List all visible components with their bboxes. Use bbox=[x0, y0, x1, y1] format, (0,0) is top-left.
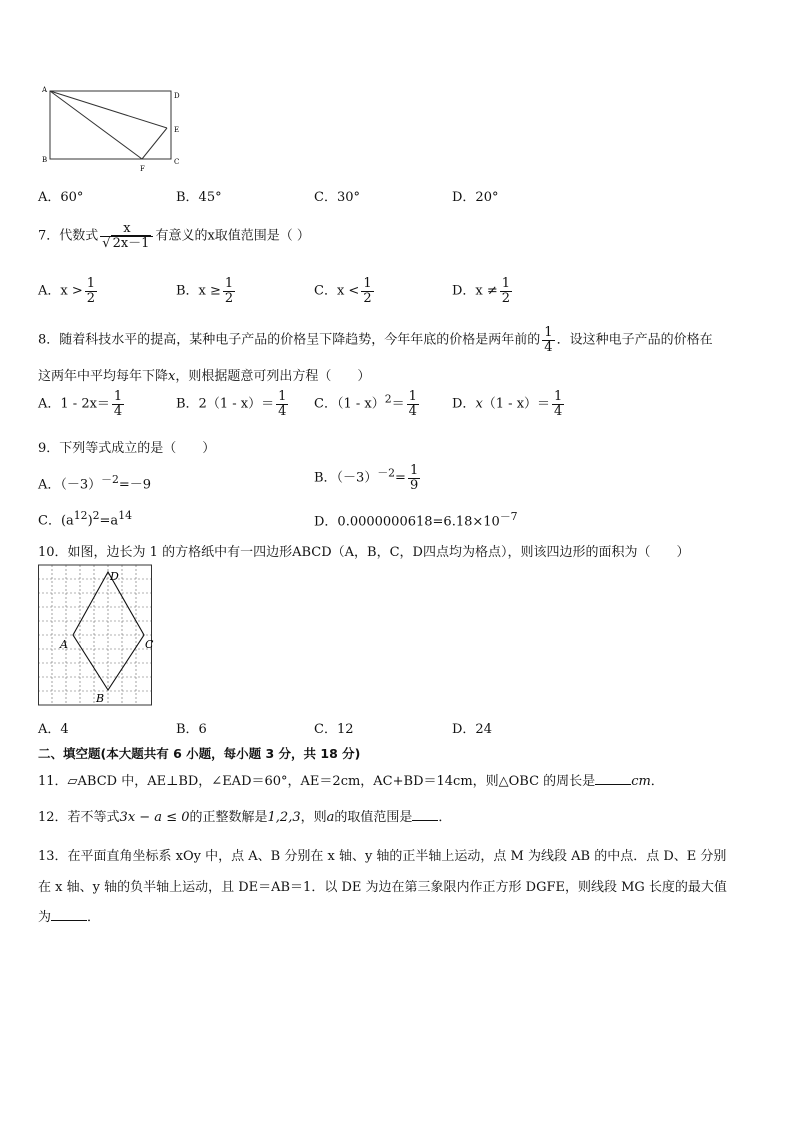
q9-stem: 9．下列等式成立的是（ ） bbox=[38, 441, 216, 456]
q12-mid2: ，则 bbox=[300, 810, 327, 825]
q8-opt-c-frac bbox=[407, 390, 419, 418]
q10-option-d[interactable]: D．24 bbox=[452, 722, 492, 737]
q9-opt-d-label: D．0.0000000618=6.18×10 bbox=[314, 514, 500, 530]
q9-opt-c-label: C．(a bbox=[38, 513, 74, 529]
q8-opt-d-label: D． bbox=[452, 396, 476, 412]
q13-answer-blank[interactable] bbox=[51, 908, 87, 921]
q8-line2-end: ，则根据题意可列出方程（ ） bbox=[175, 369, 371, 384]
q8-var-x: x bbox=[168, 369, 176, 384]
q7-option-a[interactable] bbox=[38, 277, 99, 305]
q7-opt-a-label: A．x > bbox=[38, 283, 83, 299]
grid-label-d: D bbox=[110, 570, 119, 583]
q8-opt-a-label: A．1 - 2x＝ bbox=[38, 396, 110, 412]
q8-opt-a-frac bbox=[112, 390, 124, 418]
frac-den: 2 bbox=[86, 290, 96, 306]
q7-opt-d-frac bbox=[500, 277, 512, 305]
q9-opt-b-eq: = bbox=[395, 470, 406, 486]
rectangle-abcd bbox=[50, 91, 171, 159]
q8-line2-text: 这两年中平均每年下降 bbox=[38, 369, 169, 384]
q8-opt-b-label: B．2（1 - x）＝ bbox=[176, 396, 275, 412]
q13-line3 bbox=[38, 906, 100, 925]
q7-opt-a-frac bbox=[85, 277, 97, 305]
q7-opt-c-label: C．x < bbox=[314, 283, 360, 299]
label-e: E bbox=[174, 126, 180, 134]
segment-fe bbox=[142, 128, 167, 159]
q7-opt-b-frac bbox=[223, 277, 235, 305]
q12-pre: 12．若不等式 bbox=[38, 810, 120, 825]
q12-var: a bbox=[326, 810, 335, 825]
q12-tail: ． bbox=[438, 810, 452, 825]
q9-opt-a-label: A．（－3） bbox=[38, 477, 102, 493]
frac-den: 4 bbox=[113, 403, 123, 419]
q8-line1-text: 8．随着科技水平的提高，某种电子产品的价格呈下降趋势，今年年底的价格是两年前的 bbox=[38, 332, 541, 348]
q7-fraction bbox=[100, 222, 153, 250]
q8-option-d[interactable] bbox=[452, 390, 566, 418]
q6-option-a[interactable]: A．60° bbox=[38, 190, 84, 205]
frac-num: 1 bbox=[224, 276, 234, 291]
frac-num: 1 bbox=[278, 389, 287, 404]
q7-option-d[interactable] bbox=[452, 277, 514, 305]
q7-sqrt-radicand: 2x－1 bbox=[112, 235, 150, 251]
frac-den: 2 bbox=[363, 290, 372, 306]
q6-option-b[interactable]: B．45° bbox=[176, 190, 222, 205]
q6-option-c[interactable]: C．30° bbox=[314, 190, 360, 205]
grid-label-c: C bbox=[145, 638, 154, 651]
q8-opt-d-frac bbox=[552, 390, 564, 418]
q8-opt-b-frac bbox=[276, 390, 288, 418]
frac-num: 1 bbox=[363, 276, 372, 291]
q7-stem bbox=[38, 222, 310, 250]
q9-opt-b-label: B．（－3） bbox=[314, 470, 378, 486]
q12-end: 的取值范围是 bbox=[334, 810, 413, 825]
q9-opt-c-mid: ) bbox=[87, 513, 93, 529]
quadrilateral-abcd bbox=[73, 572, 144, 690]
q9-option-d[interactable] bbox=[314, 509, 518, 529]
q9-opt-b-frac bbox=[408, 464, 420, 492]
q13-line2: 在 x 轴、y 轴的负半轴上运动，且 DE＝AB＝1．以 DE 为边在第三象限内作正方形 DGFE，则线段 MG 长度的最大值 bbox=[38, 880, 727, 895]
grid-label-a: A bbox=[60, 638, 68, 651]
frac-den: 2 bbox=[224, 290, 234, 306]
q8-option-a[interactable] bbox=[38, 390, 126, 418]
q7-frac-num: x bbox=[123, 221, 131, 236]
q10-option-c[interactable]: C．12 bbox=[314, 722, 354, 737]
q9-opt-a-sup: －2 bbox=[101, 473, 119, 486]
q8-opt-c-sup: 2 bbox=[384, 392, 392, 406]
q9-option-a[interactable] bbox=[38, 472, 151, 492]
label-d: D bbox=[174, 92, 180, 100]
q11-end: ． bbox=[650, 774, 664, 789]
q7-suffix: 有意义的x取值范围是（ ） bbox=[155, 228, 310, 244]
q9-opt-c-eq: =a bbox=[99, 513, 119, 529]
q8-opt-d-var: x bbox=[475, 396, 483, 412]
q7-option-c[interactable] bbox=[314, 277, 376, 305]
grid-figure bbox=[38, 564, 154, 708]
q10-option-b[interactable]: B．6 bbox=[176, 722, 207, 737]
frac-num: 1 bbox=[409, 463, 419, 478]
q8-opt-c-label: C．（1 - x） bbox=[314, 396, 385, 412]
q12-inequality: 3x − a ≤ 0 bbox=[119, 810, 190, 825]
label-f: F bbox=[140, 165, 145, 173]
frac-den: 4 bbox=[554, 403, 563, 419]
frac-num: 1 bbox=[544, 325, 553, 340]
q8-line1 bbox=[38, 326, 713, 354]
q7-opt-d-label: D．x ≠ bbox=[452, 283, 498, 299]
frac-num: 1 bbox=[554, 389, 563, 404]
q6-option-d[interactable]: D．20° bbox=[452, 190, 499, 205]
frac-num: 1 bbox=[501, 276, 511, 291]
q12-mid: 的正整数解是 bbox=[189, 810, 268, 825]
q7-frac-den: √ 2x－1 bbox=[100, 236, 153, 251]
frac-num: 1 bbox=[408, 389, 417, 404]
q7-option-b[interactable] bbox=[176, 277, 237, 305]
label-b: B bbox=[42, 156, 48, 164]
rectangle-figure bbox=[38, 82, 188, 177]
q9-option-c[interactable] bbox=[38, 509, 132, 528]
segment-ae bbox=[50, 91, 167, 128]
frac-den: 4 bbox=[278, 403, 287, 419]
q12-answer-blank[interactable] bbox=[412, 808, 438, 821]
q13-tail: ． bbox=[87, 910, 101, 925]
segment-af bbox=[50, 91, 142, 159]
q13-line3-text: 为 bbox=[38, 910, 52, 925]
q8-line2 bbox=[38, 365, 370, 384]
q11 bbox=[38, 770, 664, 789]
frac-den: 4 bbox=[544, 339, 553, 355]
q7-prefix: 7．代数式 bbox=[38, 228, 99, 244]
q8-line1-end: ．设这种电子产品的价格在 bbox=[556, 332, 713, 348]
q10-stem: 10．如图，边长为 1 的方格纸中有一四边形ABCD（A，B，C，D四点均为格点），则该四边形的面积为（ ） bbox=[38, 545, 690, 560]
q11-text: 11．▱ABCD 中，AE⊥BD，∠EAD＝60°，AE＝2cm，AC+BD＝14cm，则△OBC 的周长是 bbox=[38, 774, 596, 789]
label-a: A bbox=[42, 86, 48, 94]
grid-label-b: B bbox=[96, 692, 105, 705]
frac-num: 1 bbox=[86, 276, 96, 291]
q13-line1: 13．在平面直角坐标系 xOy 中，点 A、B 分别在 x 轴、y 轴的正半轴上运动，点 M 为线段 AB 的中点．点 D、E 分别 bbox=[38, 849, 727, 864]
q8-fraction bbox=[542, 326, 554, 354]
q10-option-a[interactable]: A．4 bbox=[38, 722, 69, 737]
q7-opt-b-label: B．x ≥ bbox=[176, 283, 221, 299]
q8-opt-d-eq: （1 - x）＝ bbox=[482, 396, 551, 412]
q7-opt-c-frac bbox=[361, 277, 373, 305]
q9-opt-b-sup: －2 bbox=[377, 466, 396, 480]
q8-opt-c-eq: ＝ bbox=[391, 396, 405, 412]
q9-option-b[interactable] bbox=[314, 464, 422, 492]
section-heading: 二、填空题(本大题共有 6 小题，每小题 3 分，共 18 分) bbox=[38, 746, 361, 761]
q9-opt-c-sup3: 14 bbox=[118, 509, 132, 522]
q11-unit: cm bbox=[631, 774, 651, 789]
q9-opt-c-sup1: 12 bbox=[73, 509, 88, 522]
q8-option-c[interactable] bbox=[314, 390, 421, 418]
q8-option-b[interactable] bbox=[176, 390, 290, 418]
q9-opt-a-post: =－9 bbox=[118, 477, 152, 493]
frac-num: 1 bbox=[113, 389, 123, 404]
grid-lines bbox=[38, 565, 152, 705]
q11-answer-blank[interactable] bbox=[595, 772, 631, 785]
frac-den: 2 bbox=[501, 290, 511, 306]
q9-opt-d-sup: －7 bbox=[499, 510, 518, 523]
q9-opt-c-sup2: 2 bbox=[92, 509, 100, 522]
q12 bbox=[38, 806, 451, 825]
frac-den: 4 bbox=[408, 403, 417, 419]
frac-den: 9 bbox=[409, 477, 419, 493]
label-c: C bbox=[174, 158, 180, 166]
q12-solutions: 1,2,3 bbox=[267, 810, 301, 825]
